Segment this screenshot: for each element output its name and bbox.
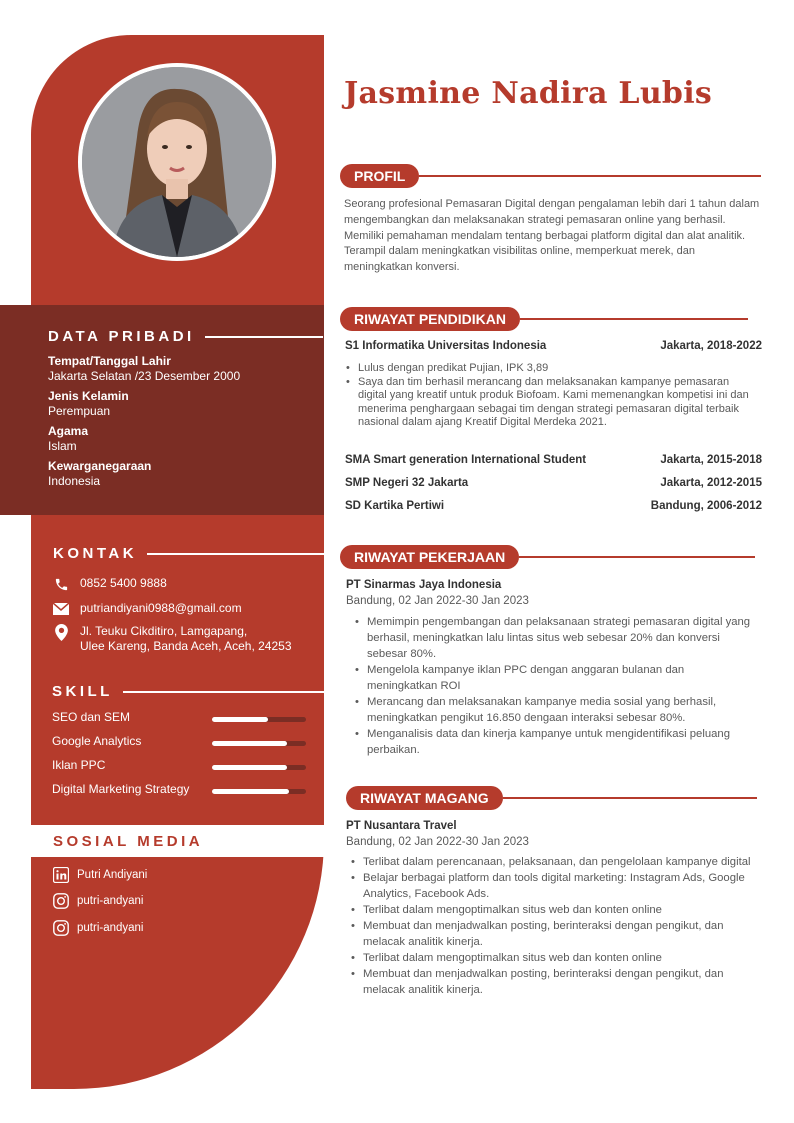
- skill-bar: [212, 717, 306, 722]
- candidate-name: Jasmine Nadira Lubis: [344, 76, 713, 111]
- list-item: • Menganalisis data dan kinerja kampanye untuk mengidentifikasi peluang perbaikan.: [353, 726, 753, 758]
- education-entry: SMA Smart generation International Student Jakarta, 2015-2018: [345, 454, 762, 466]
- education-entry: SMP Negeri 32 Jakarta Jakarta, 2012-2015: [345, 477, 762, 489]
- heading-rule: [519, 556, 755, 558]
- internship-bullets: [349, 854, 761, 998]
- work-bullets: [353, 614, 753, 758]
- list-item: • Saya dan tim berhasil merancang dan melaksanakan kampanye pemasaran digital yang kreatif untuk produk Biofoam. Kami memenangkan kompetisi ini dan menerima penghargaan sebagai tim dengan strategi pemasaran digital terbaik nasional dalam ajang Kreatif Digital Merdeka 2021.: [344, 376, 754, 430]
- job-meta: Bandung, 02 Jan 2022-30 Jan 2023: [346, 595, 529, 607]
- heading-rule: [419, 175, 761, 177]
- job-company: PT Sinarmas Jaya Indonesia: [346, 579, 502, 591]
- skill-bar-fill: [212, 765, 287, 770]
- profile-photo-frame: [78, 63, 276, 261]
- social-heading: SOSIAL MEDIA: [53, 833, 204, 850]
- social-instagram[interactable]: putri-andyani: [53, 893, 143, 909]
- list-item: • Memimpin pengembangan dan pelaksanaan strategi pemasaran digital yang berhasil, meningkatkan lalu lintas situs web sebesar 20% dan konversi sebesar 80%.: [353, 614, 753, 662]
- portrait-image: [82, 67, 272, 257]
- list-item: • Belajar berbagai platform dan tools digital marketing: Instagram Ads, Google Analytics, Facebook Ads.: [349, 870, 761, 902]
- list-item: • Membuat dan menjadwalkan posting, berinteraksi dengan pengikut, dan melacak analitik kinerja.: [349, 966, 761, 998]
- social-linkedin[interactable]: Putri Andiyani: [53, 867, 147, 883]
- internship-company: PT Nusantara Travel: [346, 820, 457, 832]
- skill-row: Digital Marketing Strategy: [52, 782, 308, 798]
- linkedin-icon: [53, 867, 69, 883]
- phone-icon: [52, 576, 70, 592]
- profile-photo: [82, 67, 272, 257]
- list-item: • Terlibat dalam mengoptimalkan situs web dan konten online: [349, 902, 761, 918]
- profile-summary: Seorang profesional Pemasaran Digital dengan pengalaman lebih dari 1 tahun dalam mengembangkan dan melaksanakan strategi pemasaran online yang berhasil. Memiliki pemahaman mendalam tentang berbagai platform digital dan alat analitik. Terampil dalam meningkatkan visibilitas online, memperkuat merek, dan meningkatkan konversi.: [344, 198, 760, 274]
- list-item: • Membuat dan menjadwalkan posting, berinteraksi dengan pengikut, dan melacak analitik kinerja.: [349, 918, 761, 950]
- skill-bar: [212, 741, 306, 746]
- internship-heading: RIWAYAT MAGANG: [346, 786, 757, 810]
- personal-data-heading: DATA PRIBADI: [48, 328, 323, 345]
- skill-bar: [212, 765, 306, 770]
- heading-rule: [147, 553, 325, 555]
- education-entry: SD Kartika Pertiwi Bandung, 2006-2012: [345, 500, 762, 512]
- heading-rule: [503, 797, 757, 799]
- education-bullets: [344, 362, 754, 430]
- list-item: • Mengelola kampanye iklan PPC dengan anggaran bulanan dan meningkatkan ROI: [353, 662, 753, 694]
- skill-bar-fill: [212, 717, 268, 722]
- mail-icon: [52, 601, 70, 617]
- skill-heading: SKILL: [52, 683, 325, 700]
- location-pin-icon: [52, 624, 70, 640]
- personal-item-gender: Jenis Kelamin Perempuan: [48, 389, 129, 418]
- contact-phone[interactable]: 0852 5400 9888: [52, 576, 167, 592]
- skill-row: Iklan PPC: [52, 758, 308, 774]
- list-item: • Merancang dan melaksanakan kampanye media sosial yang berhasil, meningkatkan pengikut 16.850 dengaan interaksi sebesar 80%.: [353, 694, 753, 726]
- internship-meta: Bandung, 02 Jan 2022-30 Jan 2023: [346, 836, 529, 848]
- instagram-icon: [53, 893, 69, 909]
- work-heading: RIWAYAT PEKERJAAN: [340, 545, 755, 569]
- list-item: • Terlibat dalam mengoptimalkan situs web dan konten online: [349, 950, 761, 966]
- skill-row: SEO dan SEM: [52, 710, 308, 726]
- heading-rule: [520, 318, 748, 320]
- instagram-icon: [53, 920, 69, 936]
- profile-heading: PROFIL: [340, 164, 761, 188]
- personal-item-nationality: Kewarganegaraan Indonesia: [48, 459, 152, 488]
- skill-row: Google Analytics: [52, 734, 308, 750]
- heading-rule: [205, 336, 323, 338]
- contact-address: Jl. Teuku Cikditiro, Lamgapang, Ulee Kareng, Banda Aceh, Aceh, 24253: [52, 624, 292, 654]
- skill-bar-fill: [212, 741, 287, 746]
- contact-heading: KONTAK: [53, 545, 325, 562]
- list-item: • Lulus dengan predikat Pujian, IPK 3,89: [344, 362, 754, 376]
- personal-item-birth: Tempat/Tanggal Lahir Jakarta Selatan /23 Desember 2000: [48, 354, 241, 383]
- heading-rule: [123, 691, 325, 693]
- skill-bar-fill: [212, 789, 289, 794]
- list-item: • Terlibat dalam perencanaan, pelaksanaan, dan pengelolaan kampanye digital: [349, 854, 761, 870]
- skill-bar: [212, 789, 306, 794]
- personal-item-religion: Agama Islam: [48, 424, 89, 453]
- social-instagram[interactable]: putri-andyani: [53, 920, 143, 936]
- contact-email[interactable]: putriandiyani0988@gmail.com: [52, 601, 242, 617]
- education-heading: RIWAYAT PENDIDIKAN: [340, 307, 748, 331]
- education-entry: S1 Informatika Universitas Indonesia Jakarta, 2018-2022: [345, 340, 762, 352]
